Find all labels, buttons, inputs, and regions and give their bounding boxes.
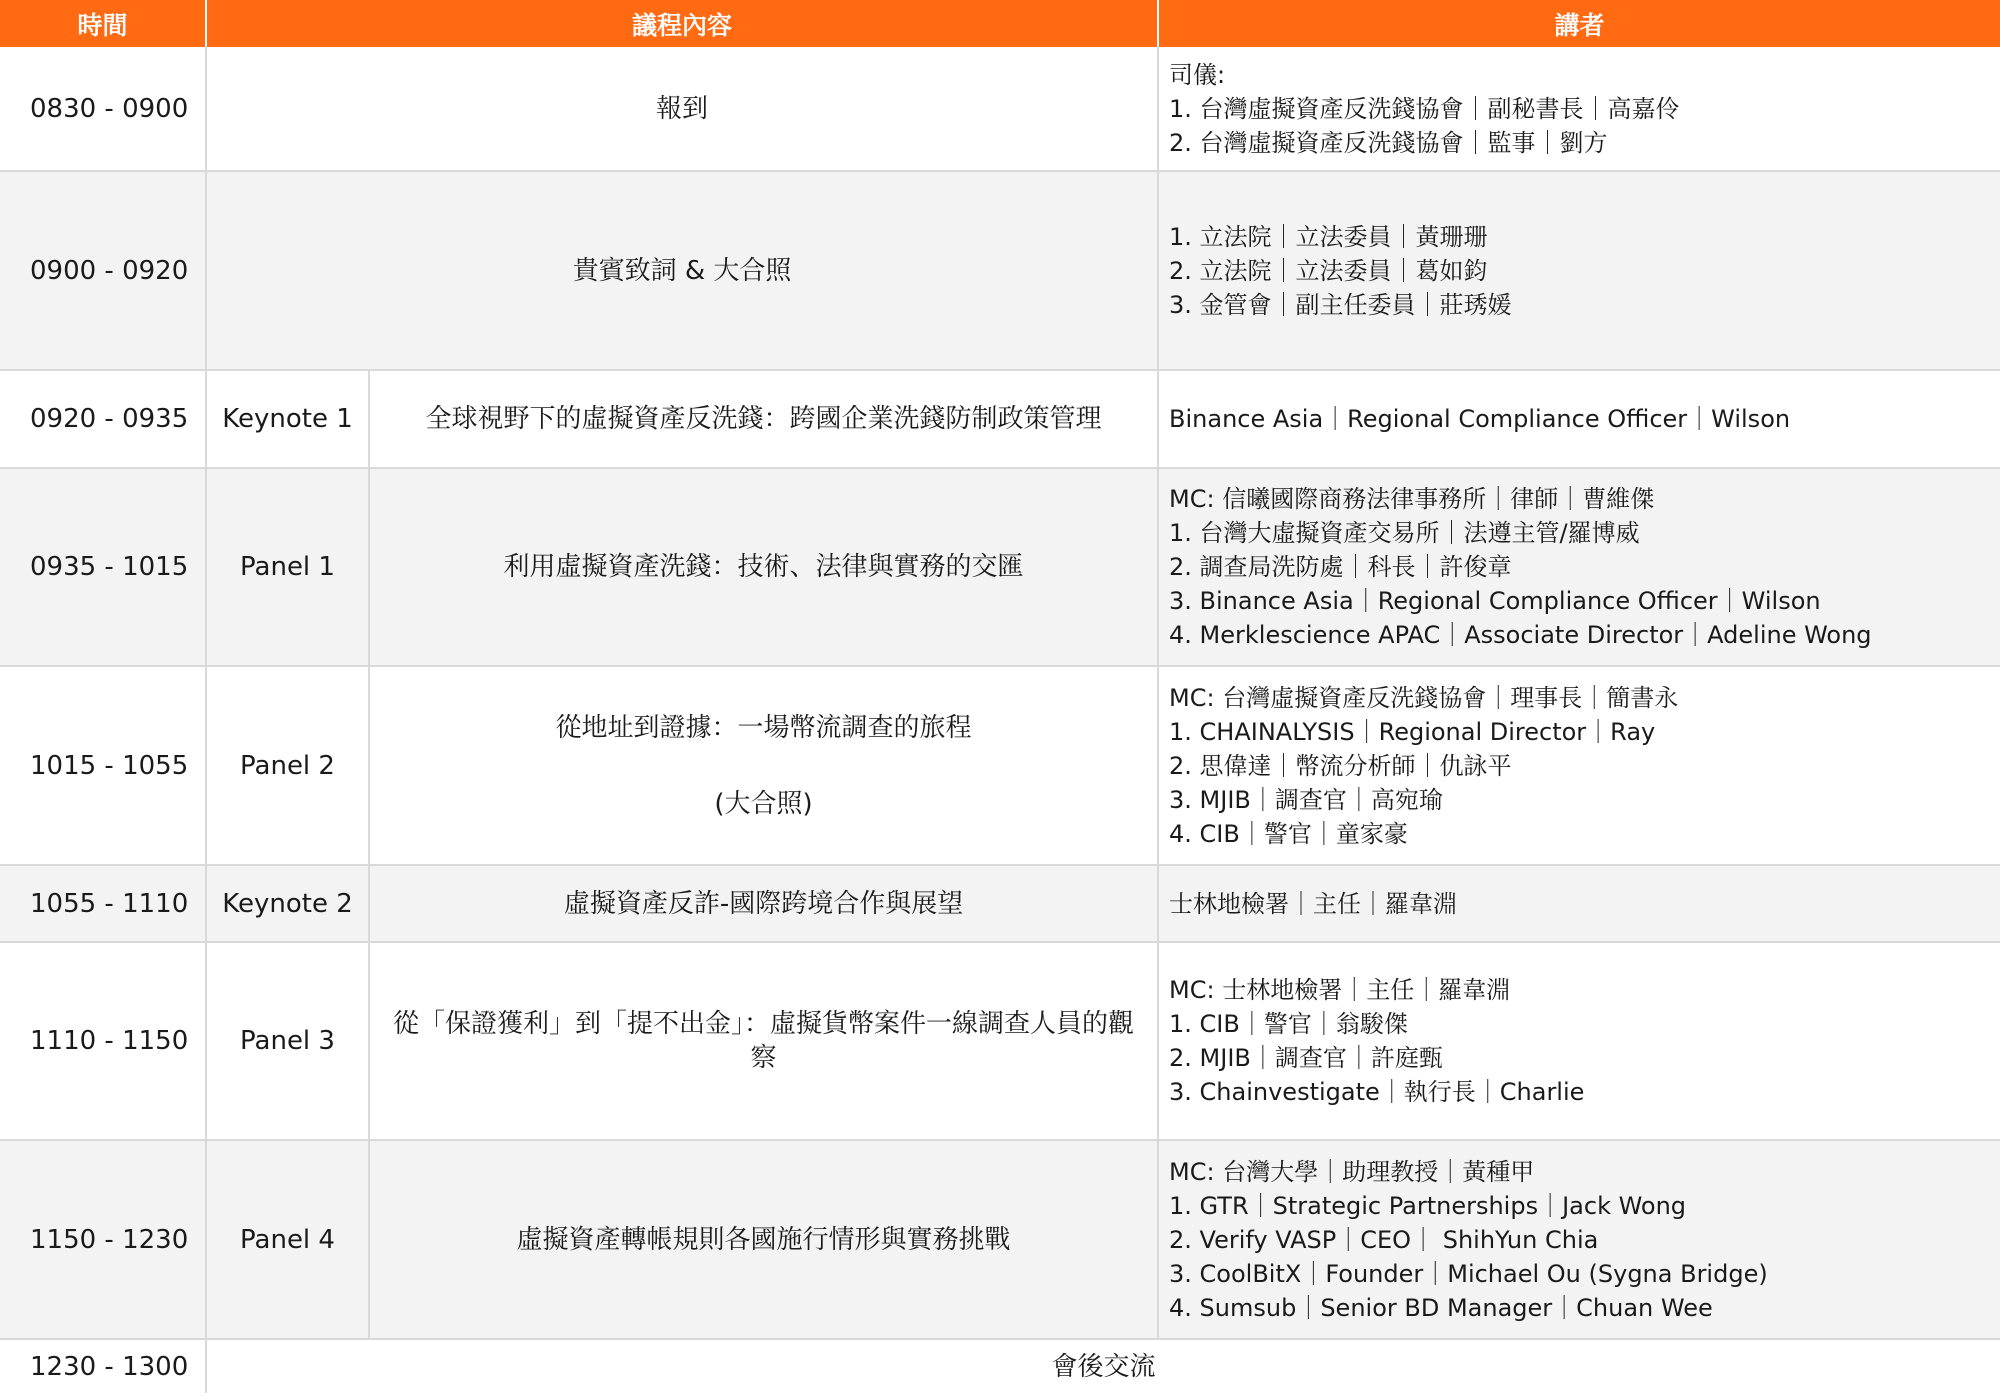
session-type-cell: Panel 3 — [206, 942, 369, 1140]
time-cell: 1230 - 1300 — [0, 1339, 206, 1393]
speaker-cell — [1158, 171, 2000, 370]
agenda-row — [0, 1339, 2000, 1393]
speaker-line: 2. 調查局洗防處｜科長｜許俊章 — [1169, 553, 1512, 581]
agenda-row — [0, 171, 2000, 370]
topic-title: 從地址到證據：一場幣流調查的旅程 — [555, 712, 972, 743]
agenda-row — [0, 1140, 2000, 1339]
topic-cell: 從「保證獲利」到「提不出金」：虛擬貨幣案件一線調查人員的觀察 — [369, 942, 1158, 1140]
speaker-line: 4. CIB｜警官｜童家豪 — [1169, 819, 1408, 848]
speaker-line: 1. 台灣虛擬資產反洗錢協會｜副秘書長｜高嘉伶 — [1169, 94, 1680, 123]
speaker-line: MC: 台灣虛擬資產反洗錢協會｜理事長｜簡書永 — [1169, 683, 1679, 712]
topic-cell: 全球視野下的虛擬資產反洗錢：跨國企業洗錢防制政策管理 — [369, 370, 1158, 468]
time-cell: 1150 - 1230 — [0, 1140, 206, 1339]
topic-cell: 利用虛擬資產洗錢：技術、法律與實務的交匯 — [369, 468, 1158, 666]
agenda-row — [0, 666, 2000, 865]
speaker-line: Binance Asia｜Regional Compliance Officer｜Wilson — [1169, 405, 1791, 433]
time-cell: 1110 - 1150 — [0, 942, 206, 1140]
speaker-line: 1. GTR｜Strategic Partnerships｜Jack Wong — [1169, 1191, 1687, 1220]
speaker-cell — [1158, 47, 2000, 171]
speaker-line: 4. Merklescience APAC｜Associate Director｜Adeline Wong — [1169, 621, 1872, 649]
speaker-line: 1. 立法院｜立法委員｜黃珊珊 — [1169, 222, 1488, 251]
header-topic: 議程內容 — [206, 0, 1158, 47]
session-type-cell: Panel 2 — [206, 666, 369, 865]
speaker-line: 3. MJIB｜調查官｜高宛瑜 — [1169, 785, 1443, 814]
agenda-row — [0, 47, 2000, 171]
topic-note: (大合照) — [714, 788, 813, 819]
speaker-line: 士林地檢署｜主任｜羅韋淵 — [1169, 889, 1458, 918]
speaker-line: MC: 信曦國際商務法律事務所｜律師｜曹維傑 — [1169, 485, 1655, 513]
speaker-line: 3. Binance Asia｜Regional Compliance Officer｜Wilson — [1169, 587, 1821, 615]
speaker-line: 司儀: — [1169, 60, 1226, 89]
header-speaker: 講者 — [1158, 0, 2000, 47]
session-type-cell: Keynote 1 — [206, 370, 369, 468]
speaker-line: 1. CIB｜警官｜翁駿傑 — [1169, 1010, 1408, 1038]
speaker-cell — [1158, 942, 2000, 1140]
topic-cell: 會後交流 — [1051, 1351, 1156, 1382]
speaker-line: 3. CoolBitX｜Founder｜Michael Ou (Sygna Bridge) — [1169, 1259, 1768, 1288]
speaker-line: 1. 台灣大虛擬資產交易所｜法遵主管/羅博威 — [1169, 519, 1640, 547]
speaker-cell — [1158, 865, 2000, 942]
speaker-line: 3. 金管會｜副主任委員｜莊琇媛 — [1169, 290, 1512, 319]
time-cell: 1015 - 1055 — [0, 666, 206, 865]
speaker-line: 3. Chainvestigate｜執行長｜Charlie — [1169, 1078, 1585, 1106]
speaker-cell — [1158, 666, 2000, 865]
speaker-line: 2. 立法院｜立法委員｜葛如鈞 — [1169, 256, 1488, 285]
agenda-row — [0, 942, 2000, 1140]
time-cell: 0900 - 0920 — [0, 171, 206, 370]
speaker-line: MC: 台灣大學｜助理教授｜黃種甲 — [1169, 1157, 1535, 1186]
speaker-line: 2. 思偉達｜幣流分析師｜仇詠平 — [1169, 751, 1512, 780]
speaker-cell — [1158, 468, 2000, 666]
time-cell: 1055 - 1110 — [0, 865, 206, 942]
header-time: 時間 — [0, 0, 206, 47]
agenda-row — [0, 865, 2000, 942]
speaker-cell — [1158, 370, 2000, 468]
time-cell: 0935 - 1015 — [0, 468, 206, 666]
time-cell: 0920 - 0935 — [0, 370, 206, 468]
session-type-cell: Keynote 2 — [206, 865, 369, 942]
topic-cell: 報到 — [206, 47, 1158, 171]
speaker-line: 2. 台灣虛擬資產反洗錢協會｜監事｜劉方 — [1169, 128, 1608, 157]
speaker-cell — [1158, 1140, 2000, 1339]
topic-cell: 虛擬資產轉帳規則各國施行情形與實務挑戰 — [369, 1140, 1158, 1339]
topic-cell: 貴賓致詞 & 大合照 — [206, 171, 1158, 370]
topic-cell — [369, 666, 1158, 865]
topic-gap — [390, 745, 1137, 787]
agenda-row — [0, 468, 2000, 666]
time-cell: 0830 - 0900 — [0, 47, 206, 171]
agenda-row — [0, 370, 2000, 468]
speaker-line: 1. CHAINALYSIS｜Regional Director｜Ray — [1169, 717, 1656, 746]
topic-cell: 虛擬資產反詐-國際跨境合作與展望 — [369, 865, 1158, 942]
header-row — [0, 0, 2000, 47]
speaker-line: 4. Sumsub｜Senior BD Manager｜Chuan Wee — [1169, 1293, 1713, 1322]
speaker-line: MC: 士林地檢署｜主任｜羅韋淵 — [1169, 976, 1511, 1004]
session-type-cell: Panel 1 — [206, 468, 369, 666]
session-type-cell: Panel 4 — [206, 1140, 369, 1339]
speaker-line: 2. Verify VASP｜CEO｜ ShihYun Chia — [1169, 1225, 1599, 1254]
speaker-line: 2. MJIB｜調查官｜許庭甄 — [1169, 1044, 1443, 1072]
